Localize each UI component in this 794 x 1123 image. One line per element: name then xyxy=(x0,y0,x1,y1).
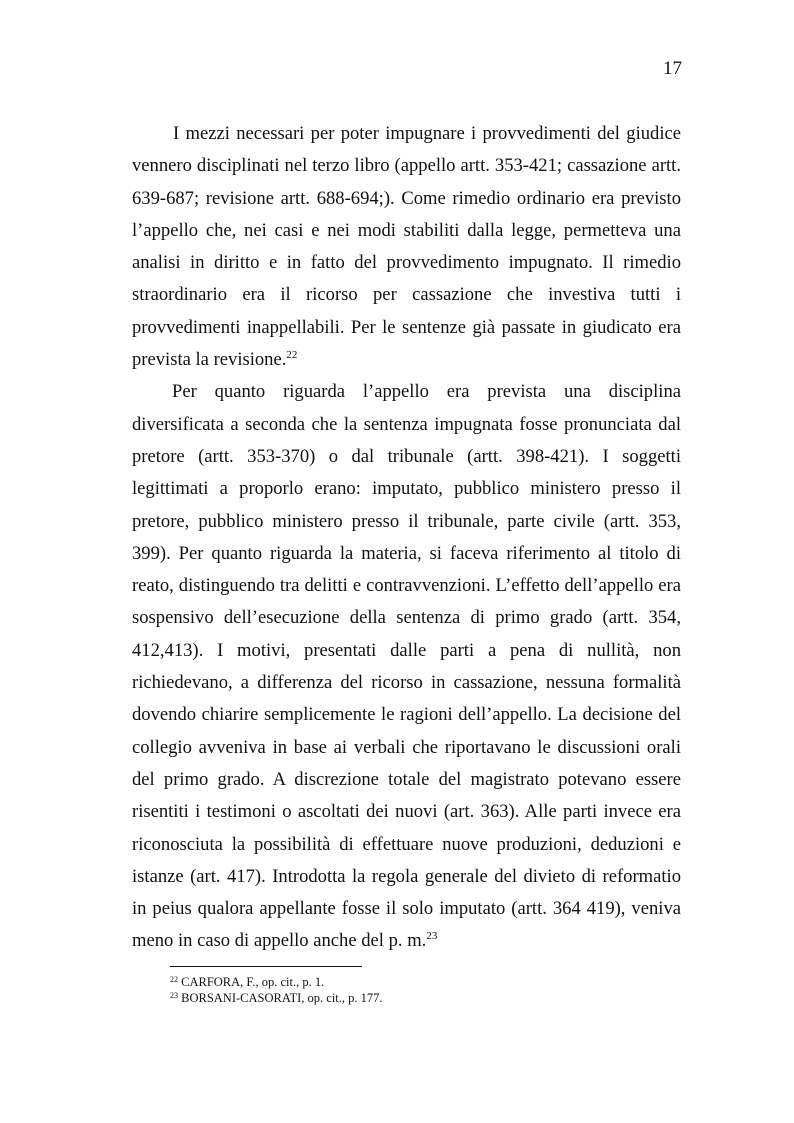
footnote-reference: 23 xyxy=(426,930,438,943)
footnote-text: CARFORA, F., op. cit., p. 1. xyxy=(181,975,325,989)
footnotes xyxy=(170,975,680,1006)
footnote-text: BORSANI-CASORATI, op. cit., p. 177. xyxy=(181,990,383,1005)
paragraph-impugnazioni xyxy=(132,118,681,376)
footnote-divider xyxy=(170,966,362,967)
footnote xyxy=(170,975,680,991)
paragraph-text: I mezzi necessari per poter impugnare i provvedimenti del giudice vennero disciplinati nel terzo libro (appello artt. 353-421; cassazione artt. 639-687; revisione artt. 688-694;). Come rimedio ordinario era previsto l’appello che, nei casi e nei modi stabiliti dalla legge, permetteva una analisi in diritto e in fatto del provvedimento impugnato. Il rimedio straordinario era il ricorso per cassazione che investiva tutti i provvedimenti inappellabili. Per le sentenze già passate in giudicato era prevista la revisione. xyxy=(132,123,681,371)
paragraph-appello xyxy=(132,376,681,957)
footnote-reference: 22 xyxy=(286,349,298,362)
footnote xyxy=(170,991,680,1007)
footnote-number: 23 xyxy=(170,990,178,1000)
page-number: 17 xyxy=(663,58,682,79)
footnote-number: 22 xyxy=(170,975,178,984)
body-text xyxy=(132,118,681,958)
paragraph-text: Per quanto riguarda l’appello era prevista una disciplina diversificata a seconda che la sentenza impugnata fosse pronunciata dal pretore (artt. 353-370) o dal tribunale (artt. 398-421). I soggetti legittimati a proporlo erano: imputato, pubblico ministero presso il pretore, pubblico ministero presso il tribunale, parte civile (artt. 353, 399). Per quanto riguarda la materia, si faceva riferimento al titolo di reato, distinguendo tra delitti e contravvenzioni. L’effetto dell’appello era sospensivo dell’esecuzione della sentenza di primo grado (artt. 354, 412,413). I motivi, presentati dalle parti a pena di nullità, non richiedevano, a differenza del ricorso in cassazione, nessuna formalità dovendo chiarire semplicemente le ragioni dell’appello. La decisione del collegio avveniva in base ai verbali che riportavano le discussioni orali del primo grado. A discrezione totale del magistrato potevano essere risentiti i testimoni o ascoltati dei nuovi (art. 363). Alle parti invece era riconosciuta la possibilità di effettuare nuove produzioni, deduzioni e istanze (art. 417). Introdotta la regola generale del divieto di reformatio in peius qualora appellante fosse il solo imputato (artt. 364 419), veniva meno in caso di appello anche del p. m. xyxy=(132,381,681,952)
